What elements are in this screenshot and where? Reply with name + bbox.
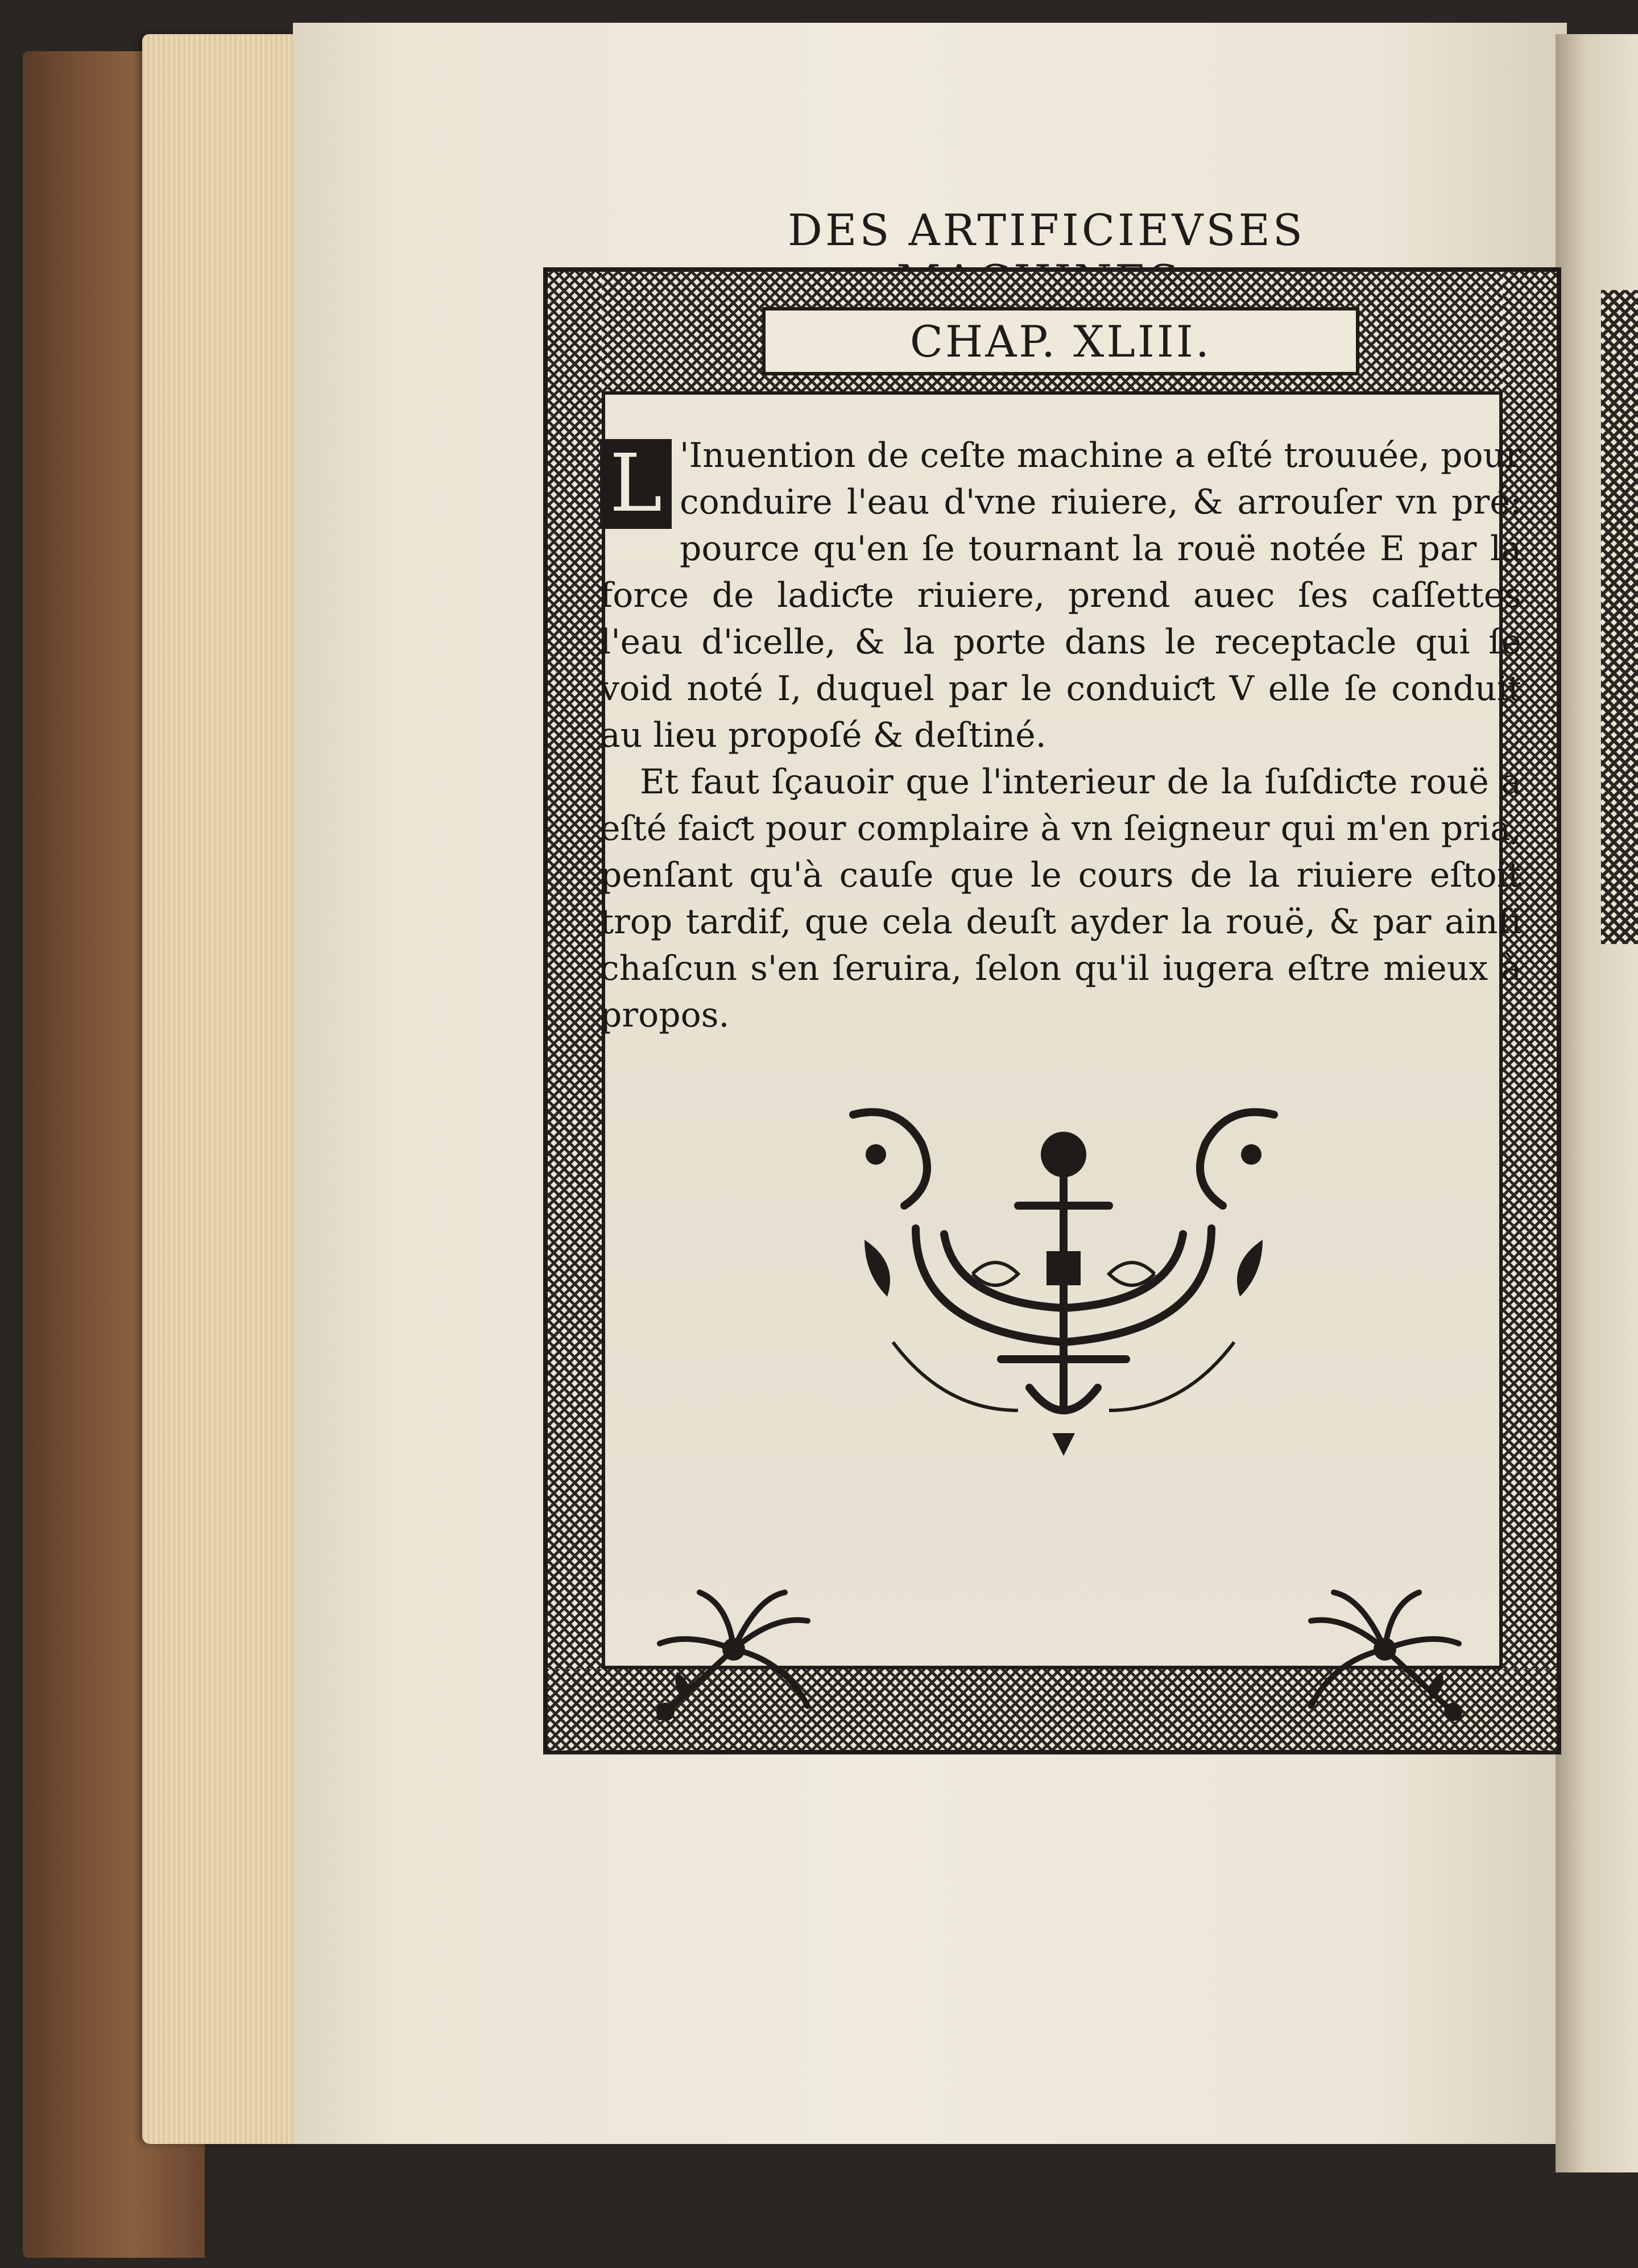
- central-woodcut-ornament: [830, 1092, 1297, 1467]
- frame-left-band: [548, 272, 602, 1750]
- page-edges: [142, 34, 301, 2144]
- right-corner-floral-ornament: [1300, 1581, 1476, 1729]
- next-page-ornamental-border: [1601, 290, 1638, 944]
- body-text: [600, 432, 1521, 1038]
- left-corner-floral-ornament: [643, 1581, 819, 1729]
- drop-initial: L: [600, 439, 672, 529]
- chapter-heading: CHAP. XLIII.: [762, 307, 1359, 375]
- running-head: DES ARTIFICIEVSES: [787, 205, 1305, 255]
- paragraph-1: [600, 432, 1521, 759]
- paragraph-2: Et faut ſçauoir que l'interieur de la ſuſdiƈte rouë a eſté faiƈt pour complaire à vn ſeigneur qui m'en pria, penſant qu'à cauſe que le cours de la riuiere eſtoit trop tardif, que cela deuſt ayder la rouë, & par ainſi chaſcun s'en ſeruira, ſelon qu'il iugera eſtre mieux à propos.: [600, 762, 1521, 1035]
- paragraph-1-text: 'Inuention de ceſte machine a eſté trouuée, pour conduire l'eau d'vne riuiere, & arrouſer vn pré: pource qu'en ſe tournant la rouë notée E par la force de ladiƈte riuiere, prend auec ſes caſſettes l'eau d'icelle, & la porte dans le receptacle qui ſe void noté I, duquel par le conduiƈt V elle ſe conduit au lieu propoſé & deſtiné.: [600, 436, 1521, 755]
